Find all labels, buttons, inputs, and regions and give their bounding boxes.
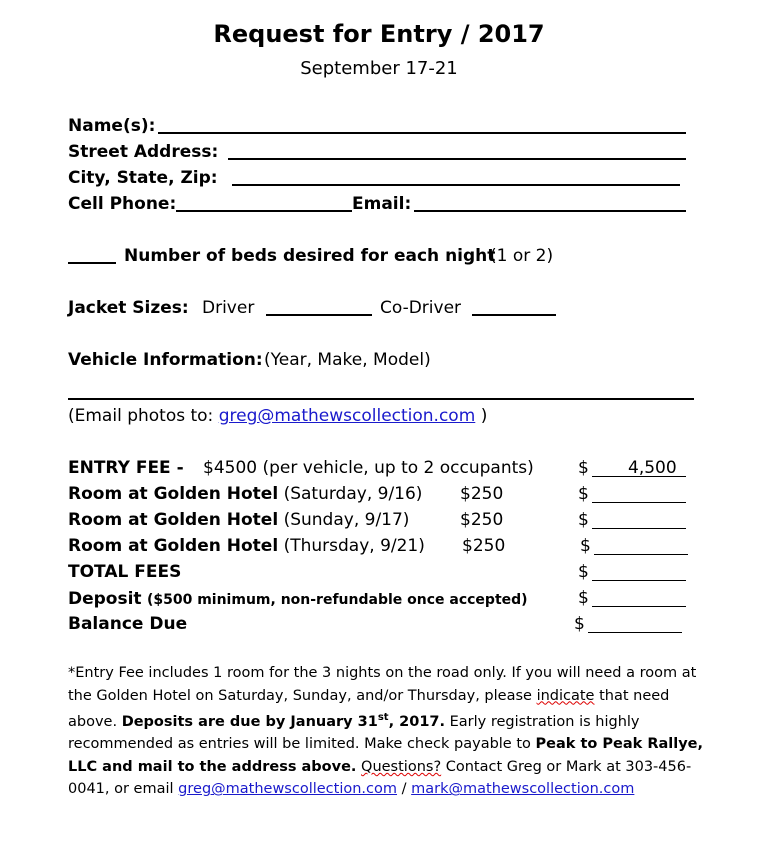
- note-text-2: that need above.: [68, 687, 670, 730]
- deposit-field[interactable]: [592, 606, 686, 607]
- entry-fee-amount: 4,500: [628, 458, 677, 478]
- room-label: Room at Golden Hotel: [68, 536, 279, 556]
- room-price: $250: [462, 536, 506, 556]
- total-fees-field[interactable]: [592, 580, 686, 581]
- note-text-4: Contact Greg or Mark at 303-456-0041, or email: [68, 758, 692, 798]
- greg-email-link[interactable]: greg@mathewscollection.com: [218, 406, 476, 426]
- codriver-label: Co-Driver: [380, 298, 462, 318]
- room-day: (Thursday, 9/21): [283, 536, 425, 556]
- codriver-size-field[interactable]: [472, 314, 556, 316]
- email-field[interactable]: [414, 210, 686, 212]
- vehicle-info-hint: (Year, Make, Model): [264, 350, 431, 370]
- note-indicate: indicate: [536, 687, 595, 704]
- greg-email-link[interactable]: greg@mathewscollection.com: [178, 781, 398, 798]
- deposit-deadline: Deposits are due by January 31st, 2017.: [121, 712, 445, 730]
- currency-sign: $: [578, 458, 589, 478]
- note-text-1: *Entry Fee includes 1 room for the 3 nights on the road only. If you will need a room at the Golden Hotel on Saturday, Sunday, and/or Thursday, please: [68, 665, 697, 704]
- beds-field[interactable]: [68, 262, 116, 264]
- event-dates: September 17-21: [300, 58, 458, 79]
- room-price: $250: [460, 510, 504, 530]
- cell-phone-field[interactable]: [176, 210, 352, 212]
- names-field[interactable]: [158, 132, 686, 134]
- page-title: Request for Entry / 2017: [213, 20, 545, 48]
- currency-sign: $: [578, 510, 589, 530]
- balance-due-field[interactable]: [588, 632, 682, 633]
- beds-options: (1 or 2): [490, 246, 554, 266]
- payee: Peak to Peak Rallye, LLC and mail to the address above.: [68, 736, 704, 775]
- street-address-label: Street Address:: [68, 142, 219, 162]
- mark-email-link[interactable]: mark@mathewscollection.com: [411, 781, 635, 798]
- deposit-label: Deposit: [68, 589, 142, 609]
- room-label: Room at Golden Hotel: [68, 510, 279, 530]
- room-day: (Saturday, 9/16): [283, 484, 423, 504]
- email-photos-suffix: ): [480, 406, 488, 426]
- room-sunday-field[interactable]: [592, 528, 686, 529]
- vehicle-info-field[interactable]: [68, 398, 694, 400]
- vehicle-info-label: Vehicle Information:: [68, 350, 263, 370]
- room-day: (Sunday, 9/17): [283, 510, 410, 530]
- room-label: Room at Golden Hotel: [68, 484, 279, 504]
- currency-sign: $: [578, 484, 589, 504]
- total-fees-label: TOTAL FEES: [68, 562, 182, 582]
- jacket-sizes-label: Jacket Sizes:: [68, 298, 189, 318]
- entry-fee-desc: $4500 (per vehicle, up to 2 occupants): [203, 458, 534, 478]
- deposit-row: [68, 589, 528, 609]
- entry-fee-label: ENTRY FEE -: [68, 458, 184, 478]
- currency-sign: $: [580, 536, 591, 556]
- email-photos-prefix: (Email photos to:: [68, 406, 214, 426]
- room-thursday-field[interactable]: [594, 554, 688, 555]
- room-row-thursday: [68, 536, 425, 556]
- currency-sign: $: [578, 588, 589, 608]
- cell-phone-label: Cell Phone:: [68, 194, 177, 214]
- note-text-3: Early registration is highly recommended as entries will be limited. Make check payable to: [68, 713, 640, 753]
- names-label: Name(s):: [68, 116, 156, 136]
- note-questions: Questions?: [361, 758, 442, 775]
- beds-label: Number of beds desired for each night: [124, 246, 496, 266]
- room-row-saturday: [68, 484, 422, 504]
- room-price: $250: [460, 484, 504, 504]
- footnote: [68, 662, 708, 801]
- email-label: Email:: [352, 194, 412, 214]
- deposit-note: ($500 minimum, non-refundable once accepted): [146, 592, 528, 608]
- city-state-zip-label: City, State, Zip:: [68, 168, 218, 188]
- entry-fee-line: [592, 476, 686, 477]
- email-photos-line: [68, 406, 487, 426]
- room-row-sunday: [68, 510, 409, 530]
- driver-size-field[interactable]: [266, 314, 372, 316]
- city-state-zip-field[interactable]: [232, 184, 680, 186]
- room-saturday-field[interactable]: [592, 502, 686, 503]
- balance-due-label: Balance Due: [68, 614, 188, 634]
- note-slash: /: [401, 781, 407, 798]
- street-address-field[interactable]: [228, 158, 686, 160]
- driver-label: Driver: [202, 298, 255, 318]
- currency-sign: $: [578, 562, 589, 582]
- currency-sign: $: [574, 614, 585, 634]
